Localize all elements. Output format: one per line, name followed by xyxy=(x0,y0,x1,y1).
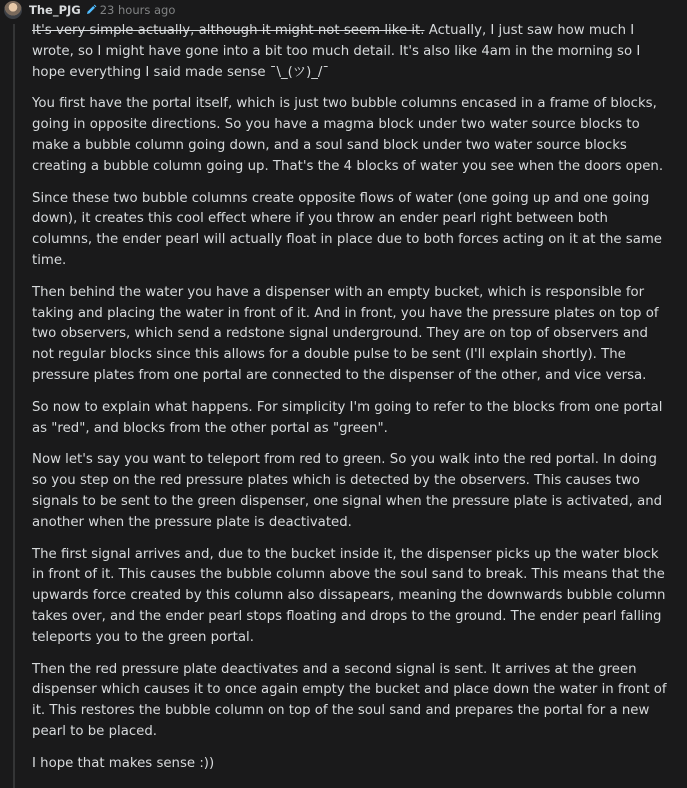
intro-text: Actually, I just saw how much I wrote, so I might have gone into a bit too much detail. It's also like 4am in the morning so I hope everything I said made sense ¯\_(ツ)_/¯ xyxy=(32,23,641,80)
strikethrough-text: It's very simple actually, although it might not seem like it. xyxy=(32,23,425,38)
comment-paragraph: Since these two bubble columns create opposite flows of water (one going up and one going down), it creates this cool effect where if you throw an ender pearl right between both columns, the ender pearl will actually float in place due to both forces acting on it at the same time. xyxy=(32,190,662,268)
comment-paragraph: The first signal arrives and, due to the bucket inside it, the dispenser picks up the water block in front of it. This causes the bubble column above the soul sand to break. This means that the upwards force created by this column also dissapears, meaning the downwards bubble column takes over, and the ender pearl stops floating and drops to the ground. The ender pearl falling teleports you to the green portal. xyxy=(32,546,666,645)
comment-paragraph: Then behind the water you have a dispenser with an empty bucket, which is responsible for taking and placing the water in front of it. And in front, you have the pressure plates on top of two observers, which send a redstone signal underground. They are on top of observers and not regular blocks since this allows for a double pulse to be sent (I'll explain shortly). The pressure plates from one portal are connected to the dispenser of the other, and vice versa. xyxy=(32,284,659,383)
intro-paragraph xyxy=(32,21,672,83)
comment-timestamp[interactable]: 23 hours ago xyxy=(99,3,176,17)
avatar[interactable] xyxy=(4,1,22,19)
pencil-icon xyxy=(85,4,97,16)
comment-body xyxy=(32,21,672,786)
username-link[interactable]: The_PJG xyxy=(29,3,81,17)
comment-paragraph: You first have the portal itself, which is just two bubble columns encased in a frame of blocks, going in opposite directions. So you have a magma block under two water source blocks to make a bubble column going down, and a soul sand block under two water source blocks creating a bubble column going up. That's the 4 blocks of water you see when the doors open. xyxy=(32,96,664,174)
comment-paragraph: Now let's say you want to teleport from red to green. So you walk into the red portal. In doing so you step on the red pressure plates which is detected by the observers. This causes two signals to be sent to the green dispenser, one signal when the pressure plate is activated, and another when the pressure plate is deactivated. xyxy=(32,452,663,530)
comment-paragraph: So now to explain what happens. For simplicity I'm going to refer to the blocks from one portal as "red", and blocks from the other portal as "green". xyxy=(32,399,663,436)
comment-paragraph: Then the red pressure plate deactivates and a second signal is sent. It arrives at the green dispenser which causes it to once again empty the bucket and place down the water in front of it. This restores the bubble column on top of the soul sand and prepares the portal for a new pearl to be placed. xyxy=(32,661,667,739)
comment-paragraph: I hope that makes sense :)) xyxy=(32,755,215,771)
thread-collapse-line[interactable] xyxy=(13,24,15,788)
comment-header xyxy=(4,1,175,19)
